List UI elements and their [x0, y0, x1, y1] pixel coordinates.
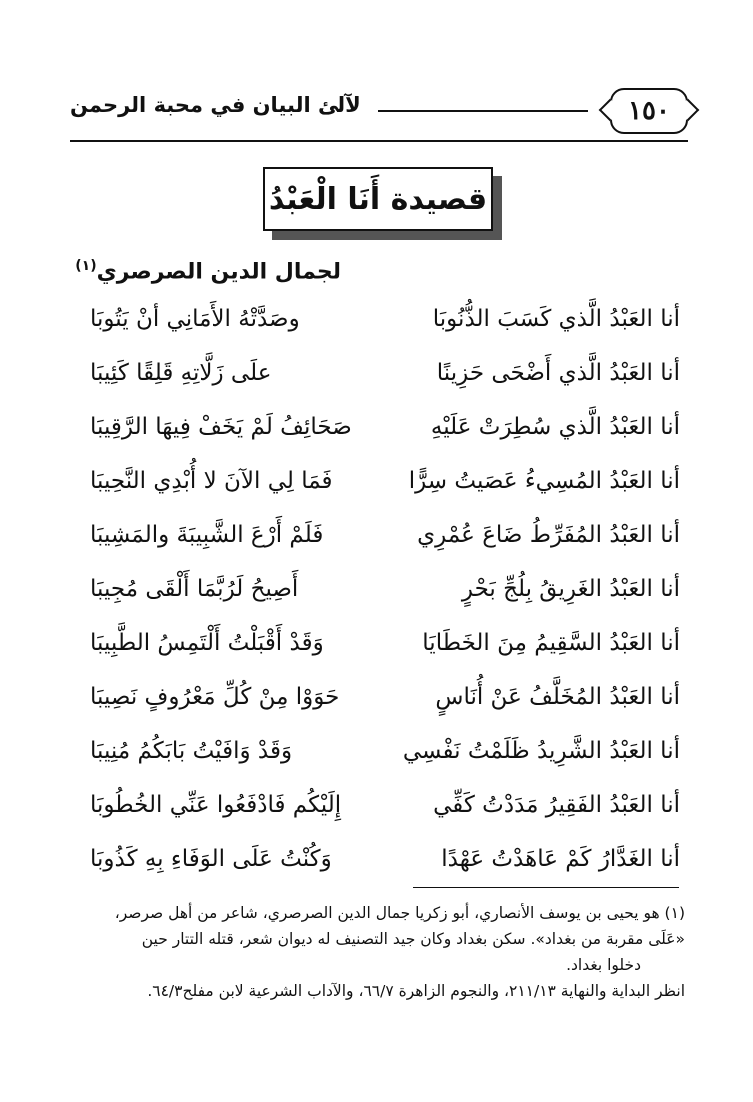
page-header — [70, 88, 688, 140]
footnote-line: (١) هو يحيى بن يوسف الأنصاري، أبو زكريا جمال الدين الصرصري، شاعر من أهل صرصر، — [114, 904, 685, 922]
verse — [80, 300, 680, 354]
verse-first-hemistich: أنا العَبْدُ المُخَلَّفُ عَنْ أُنَاسٍ — [435, 684, 680, 710]
footnote-separator — [413, 887, 679, 888]
footnote-references: انظر البداية والنهاية ٢١١/١٣، والنجوم الزاهرة ٦٦/٧، والآداب الشرعية لابن مفلح٦٤/٣. — [147, 982, 685, 1000]
verse-second-hemistich: وَكُنْتُ عَلَى الوَفَاءِ بِهِ كَذُوبَا — [90, 846, 332, 872]
verse-second-hemistich: وَقَدْ أَقْبَلْتُ أَلْتَمِسُ الطَّبِيبَا — [90, 630, 324, 656]
header-divider — [70, 140, 688, 142]
verse-first-hemistich: أنا العَبْدُ الشَّرِيدُ ظَلَمْتُ نَفْسِي — [402, 738, 680, 764]
verse-first-hemistich: أنا الغَدَّارُ كَمْ عَاهَدْتُ عَهْدًا — [441, 846, 680, 872]
footnote-line: دخلوا بغداد. — [566, 956, 641, 974]
verse — [80, 678, 680, 732]
poem-title: قصيدة أَنَا الْعَبْدُ — [268, 181, 488, 217]
header-rule — [378, 110, 588, 112]
verse-first-hemistich: أنا العَبْدُ السَّقِيمُ مِنَ الخَطَايَا — [422, 630, 680, 656]
poem — [80, 300, 680, 894]
verse — [80, 570, 680, 624]
poet-attribution — [75, 258, 341, 284]
page-number-badge — [610, 88, 688, 134]
verse-second-hemistich: فَمَا لِي الآنَ لا أُبْدِي النَّحِيبَا — [90, 468, 333, 494]
book-title: لآلئ البيان في محبة الرحمن — [70, 93, 361, 117]
verse — [80, 732, 680, 786]
poem-title-box — [263, 167, 493, 231]
verse-second-hemistich: صَحَائِفُ لَمْ يَخَفْ فِيهَا الرَّقِيبَا — [90, 414, 352, 440]
verse-first-hemistich: أنا العَبْدُ الفَقِيرُ مَدَدْتُ كَفِّي — [433, 792, 680, 818]
verse-second-hemistich: حَوَوْا مِنْ كُلِّ مَعْرُوفٍ نَصِيبَا — [90, 684, 340, 710]
verse-first-hemistich: أنا العَبْدُ الَّذي أَضْحَى حَزِينًا — [436, 360, 680, 386]
verse — [80, 408, 680, 462]
verse-second-hemistich: أَصِيحُ لَرُبَّمَا أَلْقَى مُجِيبَا — [90, 576, 299, 602]
footnotes — [70, 900, 685, 1004]
verse-second-hemistich: علَى زَلَّاتِهِ قَلِقًا كَئِيبَا — [90, 360, 272, 386]
verse-first-hemistich: أنا العَبْدُ الَّذي كَسَبَ الذُّنُوبَا — [432, 306, 680, 332]
verse-first-hemistich: أنا العَبْدُ المُسِيءُ عَصَيتُ سِرًّا — [408, 468, 680, 494]
verse-first-hemistich: أنا العَبْدُ الَّذي سُطِرَتْ عَلَيْهِ — [430, 414, 680, 440]
verse — [80, 516, 680, 570]
verse-first-hemistich: أنا العَبْدُ المُفَرِّطُ ضَاعَ عُمْرِي — [417, 522, 680, 548]
verse — [80, 354, 680, 408]
footnote-ref: (١) — [75, 258, 97, 274]
verse-second-hemistich: وصَدَّتْهُ الأَمَانِي أنْ يَتُوبَا — [90, 306, 300, 332]
verse-second-hemistich: إِلَيْكُم فَادْفَعُوا عَنِّي الخُطُوبَا — [90, 792, 342, 818]
verse — [80, 786, 680, 840]
verse — [80, 462, 680, 516]
verse — [80, 624, 680, 678]
poet-name: لجمال الدين الصرصري — [96, 259, 341, 285]
verse-second-hemistich: وَقَدْ وَافَيْتُ بَابَكُمُ مُنِيبَا — [90, 738, 293, 764]
page-number: ١٥٠ — [628, 96, 670, 126]
footnote-line: «عَلَى مقربة من بغداد». سكن بغداد وكان جيد التصنيف له ديوان شعر، قتله التتار حين — [141, 930, 685, 948]
verse-second-hemistich: فَلَمْ أَرْعَ الشَّبِيبَةَ والمَشِيبَا — [90, 522, 324, 548]
verse — [80, 840, 680, 894]
verse-first-hemistich: أنا العَبْدُ الغَرِيقُ بِلُجِّ بَحْرٍ — [461, 576, 680, 602]
